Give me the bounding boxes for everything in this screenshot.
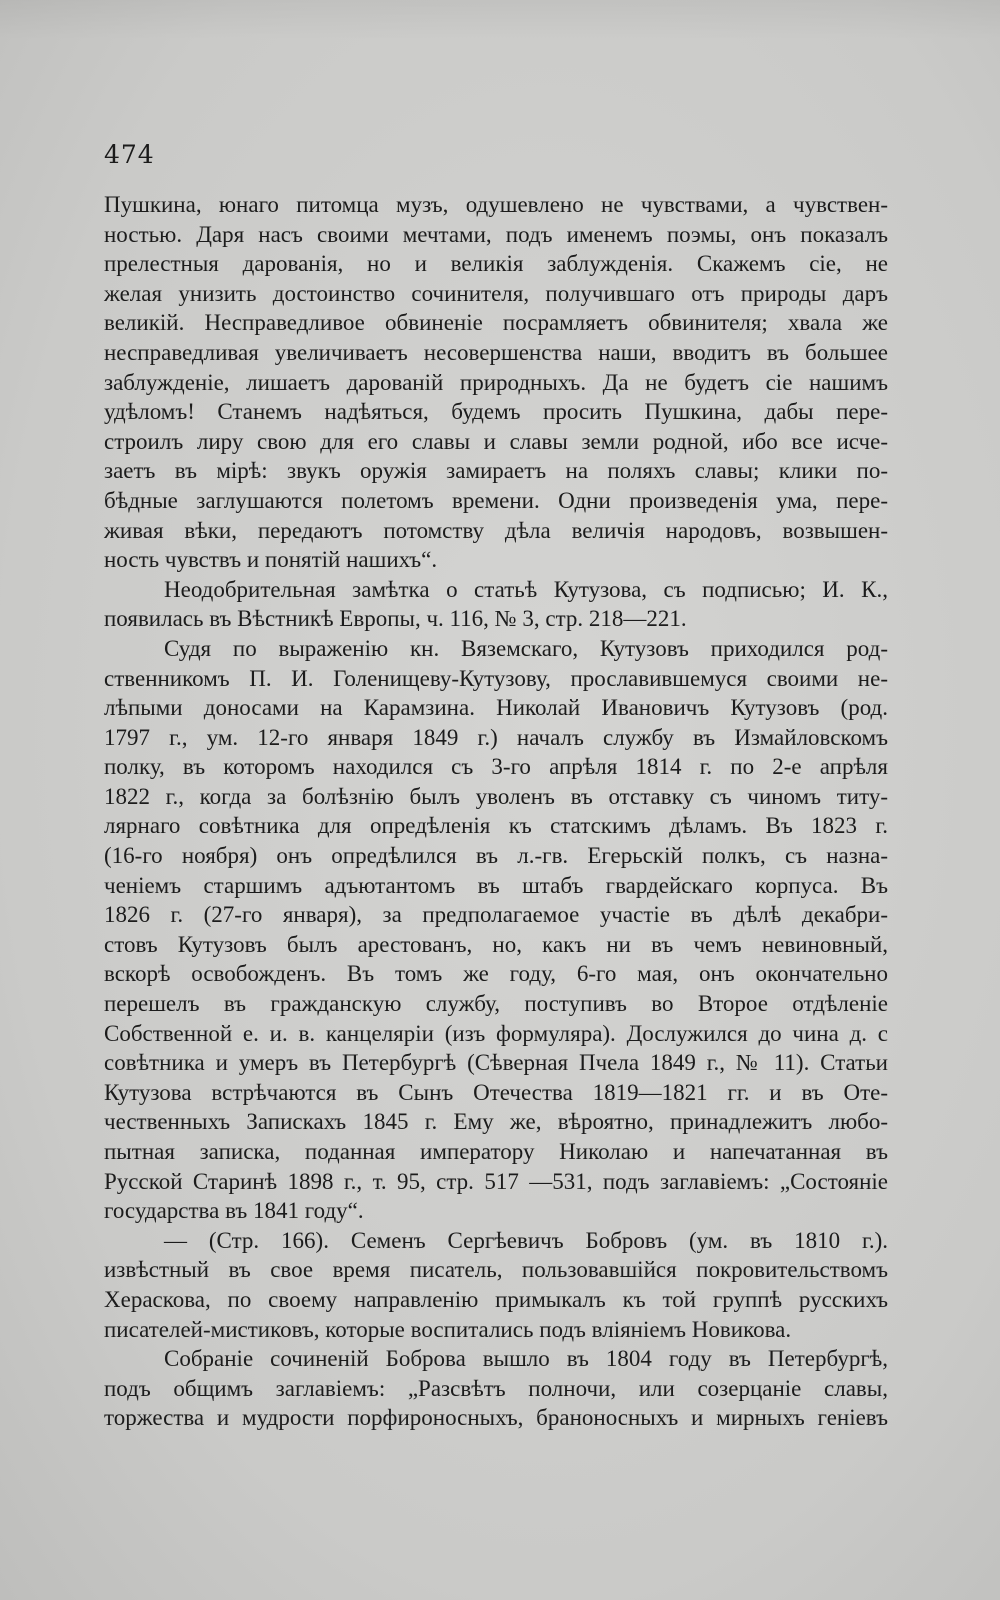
page-number: 474 (104, 140, 155, 169)
text-line: строилъ лиру свою для его славы и славы земли родной, ибо все исче- (104, 428, 888, 454)
text-line: 1826 г. (27-го января), за предполагаемое участіе въ дѣлѣ декабри- (104, 902, 888, 928)
text-line: заетъ въ мірѣ: звукъ оружія замираетъ на поляхъ славы; клики по- (104, 458, 888, 484)
text-line: извѣстный въ свое время писатель, пользовавшійся покровительствомъ (104, 1257, 888, 1283)
text-line: ченіемъ старшимъ адъютантомъ въ штабъ гвардейскаго корпуса. Въ (104, 872, 888, 898)
text-line: Судя по выраженію кн. Вяземскаго, Кутузовъ приходился род- (164, 635, 888, 661)
text-line: перешелъ въ гражданскую службу, поступивъ во Второе отдѣленіе (104, 991, 888, 1017)
text-line: пытная записка, поданная императору Николаю и напечатанная въ (104, 1139, 888, 1164)
text-line: прелестныя дарованія, но и великія заблужденія. Скажемъ сіе, не (104, 251, 888, 277)
text-line: стовъ Кутузовъ былъ арестованъ, но, какъ ни въ чемъ невиновный, (104, 931, 888, 957)
page-shading (0, 0, 1000, 40)
text-line: великій. Несправедливое обвиненіе посрамляетъ обвинителя; хвала же (104, 310, 888, 336)
text-line: ственникомъ П. И. Голенищеву-Кутузову, прославившемуся своими не- (104, 665, 888, 691)
text-line: лѣпыми доносами на Карамзина. Николай Ивановичъ Кутузовъ (род. (104, 695, 888, 721)
text-line: полку, въ которомъ находился съ 3-го апрѣля 1814 г. по 2-е апрѣля (104, 754, 888, 780)
text-line: появилась въ Вѣстникѣ Европы, ч. 116, № 3, стр. 218—221. (104, 606, 687, 632)
text-line: Собраніе сочиненій Боброва вышло въ 1804 году въ Петербургѣ, (164, 1346, 888, 1372)
text-line: заблужденіе, лишаетъ дарованій природныхъ. Да не будетъ сіе нашимъ (104, 369, 888, 395)
text-line: торжества и мудрости порфироносныхъ, браноносныхъ и мирныхъ геніевъ (104, 1405, 888, 1431)
text-line: Русской Старинѣ 1898 г., т. 95, стр. 517 —531, подъ заглавіемъ: „Состояніе (104, 1168, 888, 1194)
text-line: чественныхъ Запискахъ 1845 г. Ему же, вѣроятно, принадлежитъ любо- (104, 1109, 888, 1135)
text-line: желая унизить достоинство сочинителя, получившаго отъ природы даръ (104, 280, 888, 306)
text-line: Собственной е. и. в. канцеляріи (изъ формуляра). Дослужился до чина д. с (104, 1020, 888, 1046)
text-line: ностью. Даря насъ своими мечтами, подъ именемъ поэмы, онъ показалъ (104, 221, 888, 247)
body-text (104, 190, 888, 1433)
text-line: лярнаго совѣтника для опредѣленія къ статскимъ дѣламъ. Въ 1823 г. (104, 813, 888, 839)
text-line: вскорѣ освобожденъ. Въ томъ же году, 6-го мая, онъ окончательно (104, 961, 888, 987)
text-line: удѣломъ! Станемъ надѣяться, будемъ просить Пушкина, дабы пере- (104, 399, 888, 425)
text-line: — (Стр. 166). Семенъ Сергѣевичъ Бобровъ (ум. въ 1810 г.). (164, 1227, 888, 1253)
text-line: ность чувствъ и понятій нашихъ“. (104, 547, 438, 573)
text-line: подъ общимъ заглавіемъ: „Разсвѣтъ полночи, или созерцаніе славы, (104, 1375, 888, 1401)
text-line: бѣдные заглушаются полетомъ времени. Одни произведенія ума, пере- (104, 487, 888, 513)
text-line: 1797 г., ум. 12-го января 1849 г.) началъ службу въ Измайловскомъ (104, 724, 888, 750)
text-line: Кутузова встрѣчаются въ Сынъ Отечества 1819—1821 гг. и въ Оте- (104, 1079, 888, 1105)
text-line: государства въ 1841 году“. (104, 1198, 364, 1224)
text-line: совѣтника и умеръ въ Петербургѣ (Сѣверная Пчела 1849 г., № 11). Статьи (104, 1050, 888, 1076)
text-line: 1822 г., когда за болѣзнію былъ уволенъ въ отставку съ чиномъ титу- (104, 783, 888, 809)
text-line: Неодобрительная замѣтка о статьѣ Кутузова, съ подписью; И. К., (164, 576, 888, 602)
text-line: живая вѣки, передаютъ потомству дѣла величія народовъ, возвышен- (104, 517, 888, 543)
text-line: (16-го ноября) онъ опредѣлился въ л.-гв. Егерьскій полкъ, съ назна- (104, 843, 888, 869)
text-line: Пушкина, юнаго питомца музъ, одушевлено не чувствами, а чувствен- (104, 192, 888, 217)
text-line: писателей-мистиковъ, которые воспитались подъ вліяніемъ Новикова. (104, 1316, 792, 1342)
text-line: несправедливая увеличиваетъ несовершенства наши, вводитъ въ большее (104, 339, 888, 365)
text-line: Хераскова, по своему направленію примыкалъ къ той группѣ русскихъ (104, 1286, 888, 1312)
